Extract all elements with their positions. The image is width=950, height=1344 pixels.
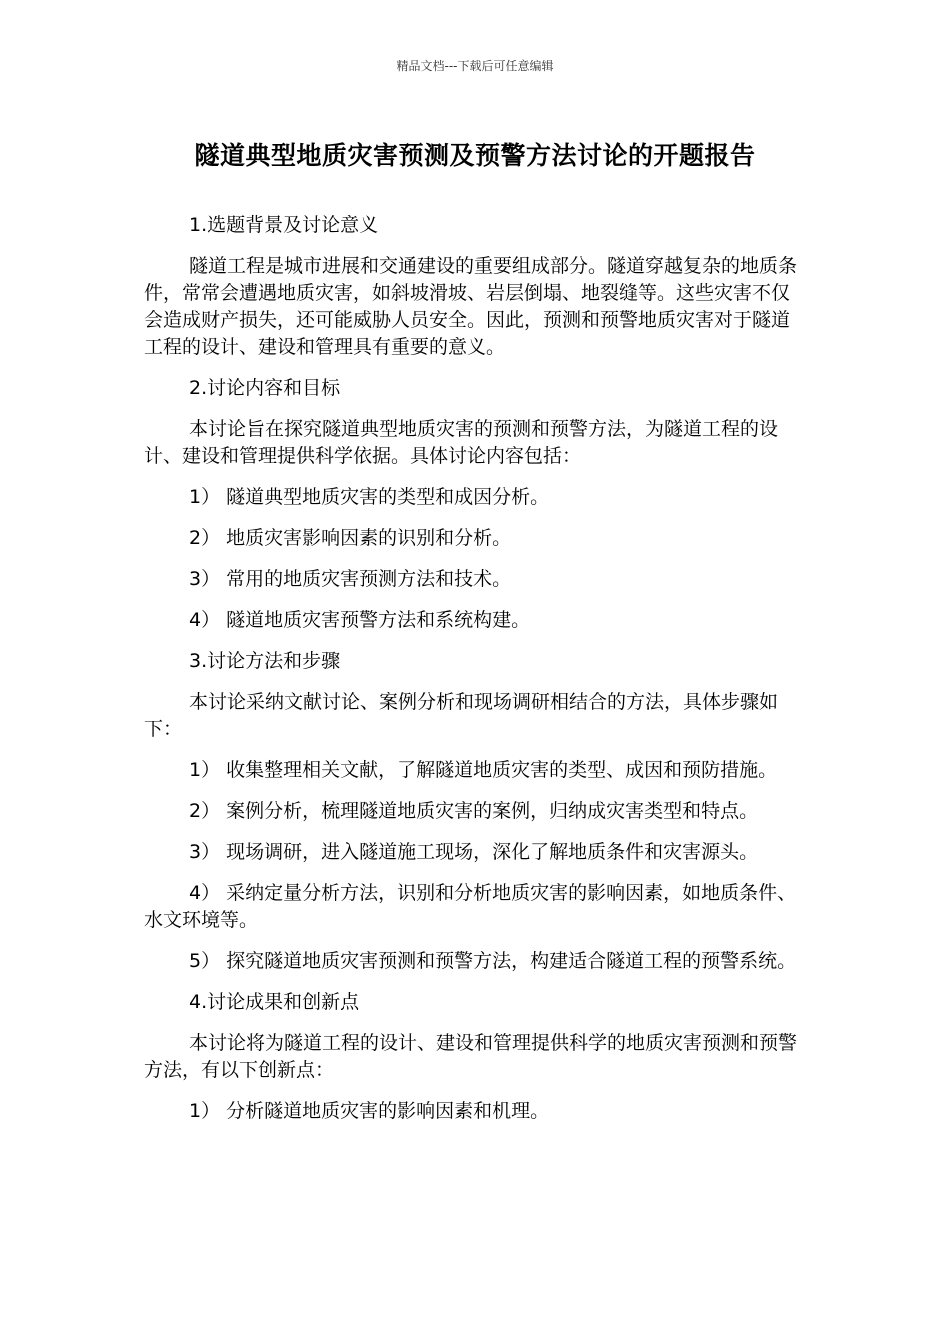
list-item: 3） 现场调研，进入隧道施工现场，深化了解地质条件和灾害源头。 xyxy=(189,841,759,863)
section-heading-2: 2.讨论内容和目标 xyxy=(189,377,341,399)
document-title: 隧道典型地质灾害预测及预警方法讨论的开题报告 xyxy=(194,141,756,170)
paragraph-results-intro: 本讨论将为隧道工程的设计、建设和管理提供科学的地质灾害预测和预警方法，有以下创新点： xyxy=(144,1032,798,1081)
paragraph-methods-intro: 本讨论采纳文献讨论、案例分析和现场调研相结合的方法，具体步骤如下： xyxy=(144,691,779,740)
paragraph-background: 隧道工程是城市进展和交通建设的重要组成部分。隧道穿越复杂的地质条件，常常会遭遇地质灾害，如斜坡滑坡、岩层倒塌、地裂缝等。这些灾害不仅会造成财产损失，还可能威胁人员安全。因此，预测和预警地质灾害对于隧道工程的设计、建设和管理具有重要的意义。 xyxy=(144,255,798,358)
list-item: 4） 隧道地质灾害预警方法和系统构建。 xyxy=(189,609,531,631)
section-heading-1: 1.选题背景及讨论意义 xyxy=(189,214,379,236)
list-item: 3） 常用的地质灾害预测方法和技术。 xyxy=(189,568,512,590)
list-item: 2） 地质灾害影响因素的识别和分析。 xyxy=(189,527,512,549)
list-item: 1） 分析隧道地质灾害的影响因素和机理。 xyxy=(189,1100,550,1122)
page-header: 精品文档---下载后可任意编辑 xyxy=(396,59,554,73)
list-item: 1） 隧道典型地质灾害的类型和成因分析。 xyxy=(189,486,550,508)
section-heading-3: 3.讨论方法和步骤 xyxy=(189,650,341,672)
document-body xyxy=(144,212,804,1139)
paragraph-content-intro: 本讨论旨在探究隧道典型地质灾害的预测和预警方法，为隧道工程的设计、建设和管理提供科学依据。具体讨论内容包括： xyxy=(144,418,779,467)
list-item: 5） 探究隧道地质灾害预测和预警方法，构建适合隧道工程的预警系统。 xyxy=(189,950,797,972)
section-heading-4: 4.讨论成果和创新点 xyxy=(189,991,360,1013)
list-item: 1） 收集整理相关文献，了解隧道地质灾害的类型、成因和预防措施。 xyxy=(189,759,778,781)
list-item: 4） 采纳定量分析方法，识别和分析地质灾害的影响因素，如地质条件、水文环境等。 xyxy=(144,882,797,931)
list-item: 2） 案例分析，梳理隧道地质灾害的案例，归纳成灾害类型和特点。 xyxy=(189,800,759,822)
